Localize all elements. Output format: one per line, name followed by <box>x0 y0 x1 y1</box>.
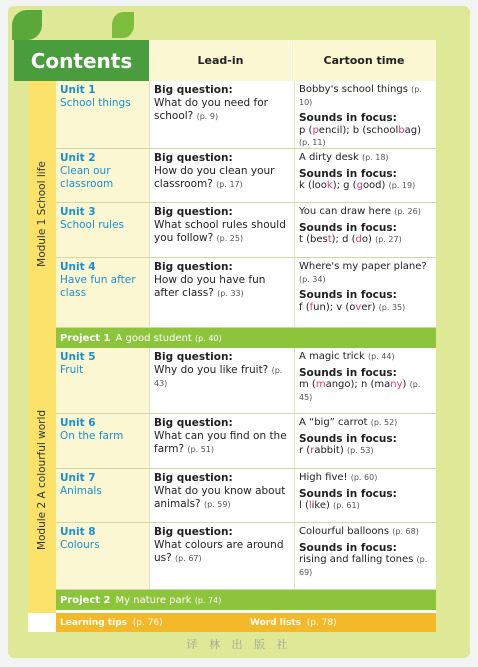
sounds-in-focus-text <box>299 554 413 565</box>
big-question-text: What do you need for school? <box>154 97 268 122</box>
project-2-bar[interactable] <box>56 590 436 610</box>
big-question-label: Big question: <box>154 472 233 484</box>
big-question-text: How do you clean your classroom? <box>154 165 275 190</box>
publisher-watermark: 译 林 出 版 社 <box>186 638 292 651</box>
cartoon-page: (p. 34) <box>299 274 326 284</box>
unit-cell[interactable] <box>56 469 149 522</box>
big-question-page: (p. 43) <box>154 366 283 388</box>
learning-tips-page: (p. 76) <box>132 617 163 628</box>
project-1-page: (p. 40) <box>195 333 222 343</box>
cartoon-page: (p. 60) <box>350 473 378 482</box>
big-question-page: (p. 17) <box>216 180 243 189</box>
unit-number: Unit 2 <box>60 152 96 164</box>
module-2-label: Module 2 A colourful world <box>36 409 48 551</box>
unit-cell[interactable] <box>56 414 149 468</box>
cartoon-time-cell <box>294 414 436 468</box>
cartoon-title: Where's my paper plane? <box>299 261 427 272</box>
cartoon-time-cell <box>294 348 436 413</box>
unit-title: Clean our classroom <box>60 165 114 190</box>
sound-segment: bag) <box>398 124 422 136</box>
sounds-page: (p. 45) <box>299 380 421 402</box>
cartoon-title: Colourful balloons <box>299 526 390 537</box>
contents-title: Contents <box>14 40 149 81</box>
unit-number: Unit 7 <box>60 472 96 484</box>
big-question-page: (p. 33) <box>217 289 244 298</box>
big-question-page: (p. 9) <box>196 112 219 121</box>
lead-in-cell <box>149 348 294 413</box>
unit-row <box>56 469 436 523</box>
unit-title: School rules <box>60 219 125 231</box>
big-question-text: What do you know about animals? <box>154 485 286 510</box>
project-1-label: Project 1 <box>60 332 111 344</box>
sound-segment: l (like) <box>299 500 330 511</box>
cartoon-page: (p. 52) <box>370 418 398 427</box>
big-question-page: (p. 51) <box>187 445 215 454</box>
unit-row <box>56 348 436 414</box>
sounds-in-focus-text <box>299 125 421 136</box>
sounds-in-focus-label: Sounds in focus: <box>299 167 397 180</box>
lead-in-cell <box>149 414 294 468</box>
word-lists-link[interactable] <box>246 618 436 628</box>
unit-row <box>56 149 436 203</box>
cartoon-title: A magic trick <box>299 351 365 362</box>
unit-number: Unit 3 <box>60 206 96 218</box>
cartoon-time-cell <box>294 81 436 148</box>
big-question-text: Why do you like fruit? <box>154 364 269 376</box>
word-lists-page: (p. 78) <box>306 617 337 628</box>
cartoon-title: A “big” carrot <box>299 417 368 428</box>
project-1-bar[interactable] <box>56 328 436 348</box>
big-question-text: What colours are around us? <box>154 539 284 564</box>
unit-cell[interactable] <box>56 149 149 202</box>
unit-title: School things <box>60 97 131 109</box>
unit-title: Animals <box>60 485 102 497</box>
unit-cell[interactable] <box>56 523 149 589</box>
big-question-label: Big question: <box>154 152 233 164</box>
cartoon-title: Bobby's school things <box>299 84 408 95</box>
unit-title: On the farm <box>60 430 124 442</box>
lead-in-cell <box>149 203 294 257</box>
unit-row <box>56 258 436 328</box>
cartoon-page: (p. 10) <box>299 85 422 107</box>
sounds-page: (p. 61) <box>333 501 360 510</box>
cartoon-time-cell <box>294 203 436 257</box>
sound-segment: ver) <box>355 301 376 313</box>
cartoon-title: High five! <box>299 472 348 483</box>
project-2-title: My nature park <box>115 594 192 606</box>
sounds-page: (p. 69) <box>299 555 428 577</box>
module-1-label: Module 1 School life <box>36 161 49 267</box>
leaf-decoration-left <box>12 10 42 40</box>
sounds-in-focus-text <box>299 302 375 313</box>
module-1-bar <box>28 81 56 347</box>
unit-title: Colours <box>60 539 100 551</box>
lead-in-header: Lead-in <box>149 40 291 81</box>
sound-segment: t (best); d ( <box>299 234 356 245</box>
unit-cell[interactable] <box>56 81 149 148</box>
sound-segment: ny) <box>390 379 407 390</box>
sounds-page: (p. 27) <box>375 235 402 244</box>
sounds-page: (p. 11) <box>299 138 326 147</box>
cartoon-page: (p. 18) <box>361 153 389 162</box>
sounds-in-focus-label: Sounds in focus: <box>299 366 397 379</box>
unit-number: Unit 1 <box>60 84 96 96</box>
sounds-in-focus-text <box>299 500 330 511</box>
learning-tips-label: Learning tips <box>60 617 128 628</box>
big-question-label: Big question: <box>154 351 233 363</box>
unit-number: Unit 6 <box>60 417 96 429</box>
lead-in-cell <box>149 523 294 589</box>
lead-in-cell <box>149 81 294 148</box>
cartoon-title: You can draw here <box>299 206 392 217</box>
sound-segment: rising and falling tones <box>299 554 414 565</box>
lead-in-cell <box>149 258 294 327</box>
sounds-in-focus-label: Sounds in focus: <box>299 541 397 554</box>
big-question-text: What can you find on the farm? <box>154 430 287 455</box>
unit-title: Have fun after class <box>60 274 136 299</box>
sounds-in-focus-text <box>299 379 406 390</box>
sound-segment: f (fun); v (o <box>299 301 356 313</box>
big-question-label: Big question: <box>154 526 233 538</box>
big-question-page: (p. 59) <box>203 500 231 509</box>
sounds-in-focus-label: Sounds in focus: <box>299 289 397 301</box>
sounds-in-focus-label: Sounds in focus: <box>299 221 397 234</box>
unit-number: Unit 5 <box>60 351 96 363</box>
unit-row <box>56 81 436 149</box>
sounds-in-focus-label: Sounds in focus: <box>299 432 397 445</box>
unit-row <box>56 523 436 590</box>
project-2-page: (p. 74) <box>194 595 222 605</box>
lead-in-cell <box>149 149 294 202</box>
unit-number: Unit 4 <box>60 261 96 273</box>
sounds-in-focus-text <box>299 180 385 191</box>
sounds-page: (p. 53) <box>346 446 374 455</box>
big-question-label: Big question: <box>154 206 233 218</box>
unit-title: Fruit <box>60 364 84 376</box>
unit-cell[interactable] <box>56 203 149 257</box>
big-question-label: Big question: <box>154 261 233 273</box>
unit-row <box>56 414 436 469</box>
unit-cell[interactable] <box>56 348 149 413</box>
cartoon-time-cell <box>294 523 436 589</box>
cartoon-time-header: Cartoon time <box>291 40 436 81</box>
unit-row <box>56 203 436 258</box>
cartoon-page: (p. 26) <box>394 207 421 216</box>
cartoon-page: (p. 68) <box>392 527 419 536</box>
sound-segment: k (look); g ( <box>299 180 357 191</box>
big-question-text: What school rules should you follow? <box>154 219 286 244</box>
module-2-bar <box>28 347 56 613</box>
sounds-in-focus-label: Sounds in focus: <box>299 112 397 124</box>
footer-bar <box>56 613 436 632</box>
sounds-page: (p. 19) <box>388 181 416 190</box>
project-1-title: A good student <box>115 332 192 344</box>
cartoon-page: (p. 44) <box>367 352 395 361</box>
learning-tips-link[interactable] <box>56 618 246 628</box>
sound-segment: r (rabbit) <box>299 445 344 456</box>
sounds-in-focus-text <box>299 234 372 245</box>
big-question-label: Big question: <box>154 417 233 429</box>
unit-number: Unit 8 <box>60 526 96 538</box>
cartoon-time-cell <box>294 258 436 327</box>
big-question-label: Big question: <box>154 84 233 96</box>
cartoon-time-cell <box>294 469 436 522</box>
unit-cell[interactable] <box>56 258 149 327</box>
project-2-label: Project 2 <box>60 594 111 606</box>
word-lists-label: Word lists <box>250 617 301 628</box>
sounds-page: (p. 35) <box>378 302 406 312</box>
leaf-decoration-right <box>112 12 134 38</box>
sound-segment: p (pencil); b (school <box>299 124 399 136</box>
sound-segment: do) <box>355 234 372 245</box>
sound-segment: m (mango); n (ma <box>299 379 391 390</box>
lead-in-cell <box>149 469 294 522</box>
sounds-in-focus-text <box>299 445 344 456</box>
contents-page <box>28 40 436 632</box>
cartoon-time-cell <box>294 149 436 202</box>
sound-segment: good) <box>356 180 386 191</box>
sounds-in-focus-label: Sounds in focus: <box>299 487 397 500</box>
big-question-page: (p. 67) <box>175 554 202 563</box>
big-question-page: (p. 25) <box>216 234 244 243</box>
table-header <box>28 40 436 81</box>
big-question-text: How do you have fun after class? <box>154 274 266 299</box>
cartoon-title: A dirty desk <box>299 152 359 163</box>
